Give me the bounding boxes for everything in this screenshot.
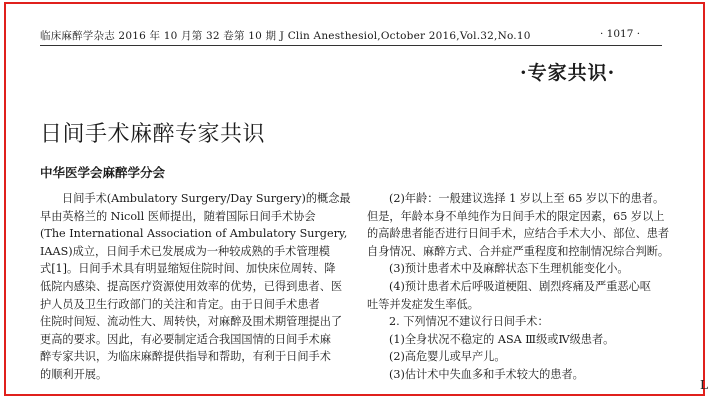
article-title: 日间手术麻醉专家共识 <box>40 121 266 147</box>
paragraph-line: IAAS)成立，日间手术已发展成为一种较成熟的手术管理模 <box>40 244 330 258</box>
edge-mark: L <box>700 378 708 392</box>
paragraph-line: 早由英格兰的 Nicoll 医师提出，随着国际日间手术协会 <box>40 209 316 223</box>
paragraph-line: 式[1]。日间手术具有明显缩短住院时间、加快床位周转、降 <box>40 262 336 276</box>
paragraph-line: 2. 下列情况不建议行日间手术： <box>389 315 549 329</box>
author-line: 中华医学会麻醉学分会 <box>40 165 166 180</box>
paragraph-line: 更高的要求。因此，有必要制定适合我国国情的日间手术麻 <box>40 332 331 346</box>
paragraph-line: (2)年龄：一般建议选择 1 岁以上至 65 岁以下的患者。 <box>389 192 665 205</box>
paragraph-line: 低院内感染、提高医疗资源使用效率的优势，已得到患者、医 <box>40 279 343 293</box>
journal-header: 临床麻醉学杂志 2016 年 10 月第 32 卷第 10 期 J Clin Anesthesiol,October 2016,Vol.32,No.10 <box>40 30 531 42</box>
paragraph-line: 护人员及卫生行政部门的关注和肯定。由于日间手术患者 <box>40 297 320 311</box>
header-divider <box>40 45 662 46</box>
left-column <box>40 190 351 384</box>
paragraph-line: (1)全身状况不稳定的 ASA Ⅲ级或Ⅳ级患者。 <box>389 332 615 346</box>
paragraph-line: 但是，年龄本身不单纯作为日间手术的限定因素，65 岁以上 <box>367 209 665 223</box>
paragraph-line: 吐等并发症发生率低。 <box>367 297 479 311</box>
paragraph-line: (2)高危婴儿或早产儿。 <box>389 350 506 364</box>
paragraph-line: (3)预计患者术中及麻醉状态下生理机能变化小。 <box>389 262 629 276</box>
paragraph-line: 自身情况、麻醉方式、合并症严重程度和控制情况综合判断。 <box>367 244 670 258</box>
section-label: ·专家共识· <box>520 62 616 84</box>
paragraph-line: 住院时间短、流动性大、周转快，对麻醉及围术期管理提出了 <box>40 315 343 329</box>
paragraph-line: 日间手术(Ambulatory Surgery/Day Surgery)的概念最 <box>62 192 351 205</box>
paragraph-line: 醉专家共识，为临床麻醉提供指导和帮助，有利于日间手术 <box>40 350 331 364</box>
paragraph-line: (4)预计患者术后呼吸道梗阻、剧烈疼痛及严重恶心呕 <box>389 279 651 293</box>
paragraph-line: (3)估计术中失血多和手术较大的患者。 <box>389 367 584 381</box>
paragraph-line: 的顺利开展。 <box>40 367 108 381</box>
paragraph-line: 的高龄患者能否进行日间手术，应结合手术大小、部位、患者 <box>367 227 670 241</box>
page-number: · 1017 · <box>600 28 641 40</box>
paragraph-line: (The International Association of Ambulatory Surgery, <box>40 227 348 241</box>
right-column <box>367 190 670 384</box>
